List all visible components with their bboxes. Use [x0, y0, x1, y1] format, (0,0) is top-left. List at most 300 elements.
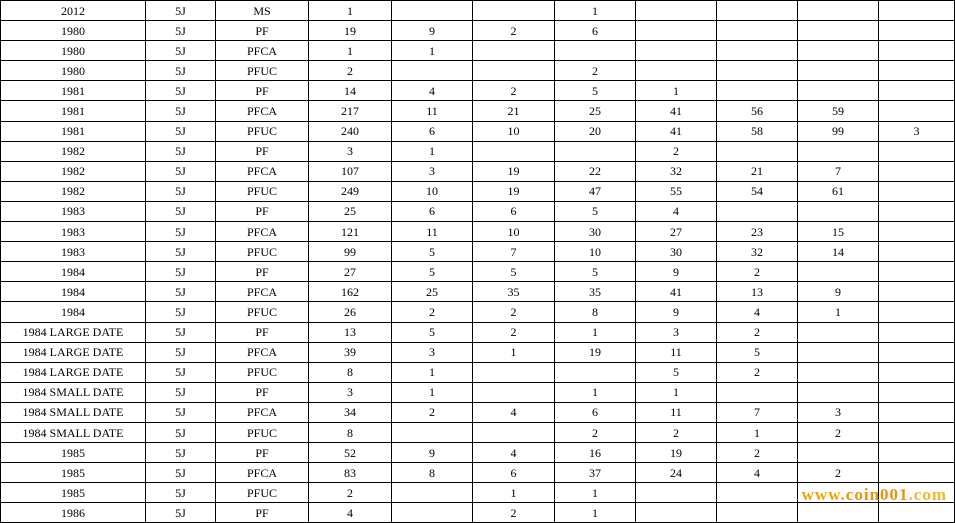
table-cell-v7	[798, 382, 879, 402]
table-row	[1, 362, 955, 382]
table-cell-v3: 6	[473, 201, 555, 221]
table-cell-v7	[798, 141, 879, 161]
table-cell-grade_service: 5J	[146, 463, 216, 483]
table-cell-v1: 14	[309, 81, 392, 101]
table-cell-v8	[879, 1, 955, 21]
table-cell-v8	[879, 242, 955, 262]
table-cell-v7: 9	[798, 282, 879, 302]
table-row	[1, 242, 955, 262]
table-cell-v1: 2	[309, 483, 392, 503]
table-cell-v1: 240	[309, 121, 392, 141]
table-cell-year: 1983	[1, 222, 146, 242]
table-cell-v2: 11	[392, 101, 473, 121]
table-cell-v3: 2	[473, 302, 555, 322]
table-cell-v6	[717, 41, 798, 61]
table-cell-v5: 9	[636, 262, 717, 282]
table-cell-v7: 14	[798, 242, 879, 262]
table-cell-v4: 1	[555, 1, 636, 21]
table-cell-v3	[473, 362, 555, 382]
table-cell-v8	[879, 181, 955, 201]
table-cell-v4: 2	[555, 422, 636, 442]
table-cell-designation: PF	[216, 201, 309, 221]
table-cell-v6: 7	[717, 402, 798, 422]
table-row	[1, 322, 955, 342]
table-cell-year: 1985	[1, 443, 146, 463]
table-cell-v1: 121	[309, 222, 392, 242]
table-cell-v8	[879, 322, 955, 342]
table-cell-v2: 4	[392, 81, 473, 101]
table-cell-v4: 2	[555, 61, 636, 81]
table-cell-v2: 1	[392, 382, 473, 402]
table-cell-v4: 5	[555, 81, 636, 101]
table-cell-year: 1980	[1, 61, 146, 81]
table-cell-v1: 99	[309, 242, 392, 262]
table-cell-v6	[717, 201, 798, 221]
table-cell-designation: PF	[216, 503, 309, 523]
table-cell-year: 1984 SMALL DATE	[1, 422, 146, 442]
table-cell-v3	[473, 382, 555, 402]
table-cell-v2: 5	[392, 322, 473, 342]
table-cell-year: 1981	[1, 121, 146, 141]
table-cell-v6: 58	[717, 121, 798, 141]
table-cell-v1: 162	[309, 282, 392, 302]
table-cell-v1: 13	[309, 322, 392, 342]
table-row	[1, 81, 955, 101]
table-cell-v5: 11	[636, 342, 717, 362]
table-cell-v6	[717, 503, 798, 523]
table-cell-v8: 3	[879, 121, 955, 141]
table-cell-v8	[879, 382, 955, 402]
table-cell-v1: 4	[309, 503, 392, 523]
table-cell-grade_service: 5J	[146, 81, 216, 101]
table-cell-v8	[879, 81, 955, 101]
table-cell-grade_service: 5J	[146, 242, 216, 262]
table-cell-v6: 23	[717, 222, 798, 242]
table-cell-designation: PFUC	[216, 362, 309, 382]
table-cell-v4: 35	[555, 282, 636, 302]
table-cell-v2: 2	[392, 402, 473, 422]
table-cell-v5	[636, 41, 717, 61]
table-cell-v4	[555, 41, 636, 61]
table-cell-designation: PF	[216, 81, 309, 101]
table-cell-v3	[473, 422, 555, 442]
table-cell-v7	[798, 483, 879, 503]
table-cell-designation: PFCA	[216, 41, 309, 61]
table-cell-v7	[798, 342, 879, 362]
table-cell-year: 1982	[1, 181, 146, 201]
table-cell-v1: 217	[309, 101, 392, 121]
table-cell-grade_service: 5J	[146, 141, 216, 161]
table-cell-v6	[717, 141, 798, 161]
table-row	[1, 503, 955, 523]
table-cell-designation: PFUC	[216, 121, 309, 141]
table-cell-v8	[879, 101, 955, 121]
table-cell-v8	[879, 222, 955, 242]
table-cell-v4: 20	[555, 121, 636, 141]
table-cell-v1: 2	[309, 61, 392, 81]
table-cell-designation: MS	[216, 1, 309, 21]
table-cell-v3: 35	[473, 282, 555, 302]
table-cell-v3: 10	[473, 222, 555, 242]
table-row	[1, 382, 955, 402]
table-cell-v6	[717, 21, 798, 41]
table-cell-designation: PF	[216, 262, 309, 282]
table-cell-v1: 107	[309, 161, 392, 181]
table-cell-v2: 5	[392, 242, 473, 262]
table-cell-v4: 30	[555, 222, 636, 242]
table-cell-year: 1984 SMALL DATE	[1, 402, 146, 422]
table-cell-v8	[879, 61, 955, 81]
table-cell-v2: 1	[392, 141, 473, 161]
table-cell-v5: 30	[636, 242, 717, 262]
table-cell-v7	[798, 443, 879, 463]
table-cell-v6	[717, 61, 798, 81]
table-cell-v6: 4	[717, 302, 798, 322]
table-cell-designation: PFCA	[216, 282, 309, 302]
table-cell-year: 1986	[1, 503, 146, 523]
watermark-prefix: www.	[801, 485, 846, 504]
table-row	[1, 161, 955, 181]
table-cell-v7	[798, 362, 879, 382]
table-cell-v2: 25	[392, 282, 473, 302]
table-cell-v5: 5	[636, 362, 717, 382]
table-cell-v2	[392, 61, 473, 81]
table-cell-grade_service: 5J	[146, 342, 216, 362]
table-cell-v7: 2	[798, 422, 879, 442]
table-row	[1, 21, 955, 41]
table-cell-v7: 99	[798, 121, 879, 141]
table-cell-designation: PFUC	[216, 61, 309, 81]
table-cell-designation: PFCA	[216, 222, 309, 242]
table-cell-v3: 5	[473, 262, 555, 282]
table-cell-grade_service: 5J	[146, 362, 216, 382]
table-cell-v4: 1	[555, 322, 636, 342]
table-cell-year: 1983	[1, 242, 146, 262]
table-cell-v7	[798, 322, 879, 342]
table-cell-v7	[798, 41, 879, 61]
table-cell-v8	[879, 463, 955, 483]
table-cell-year: 1980	[1, 21, 146, 41]
table-cell-grade_service: 5J	[146, 1, 216, 21]
table-cell-v4: 19	[555, 342, 636, 362]
table-cell-v1: 39	[309, 342, 392, 362]
table-cell-v6: 2	[717, 322, 798, 342]
table-cell-designation: PFUC	[216, 483, 309, 503]
table-cell-grade_service: 5J	[146, 422, 216, 442]
table-cell-grade_service: 5J	[146, 402, 216, 422]
table-cell-v8	[879, 141, 955, 161]
table-cell-v8	[879, 503, 955, 523]
table-cell-v4: 22	[555, 161, 636, 181]
table-cell-v5	[636, 503, 717, 523]
table-cell-v1: 25	[309, 201, 392, 221]
table-cell-v1: 27	[309, 262, 392, 282]
table-cell-designation: PFCA	[216, 101, 309, 121]
table-cell-grade_service: 5J	[146, 101, 216, 121]
table-cell-v1: 1	[309, 41, 392, 61]
table-cell-v4: 6	[555, 21, 636, 41]
table-cell-grade_service: 5J	[146, 181, 216, 201]
table-cell-year: 1984	[1, 262, 146, 282]
table-cell-v7: 1	[798, 302, 879, 322]
table-cell-v1: 83	[309, 463, 392, 483]
table-cell-v7	[798, 262, 879, 282]
table-cell-grade_service: 5J	[146, 322, 216, 342]
table-cell-v4: 1	[555, 382, 636, 402]
table-cell-v7	[798, 21, 879, 41]
table-cell-v7	[798, 503, 879, 523]
table-row	[1, 61, 955, 81]
table-row	[1, 1, 955, 21]
table-cell-v2: 3	[392, 161, 473, 181]
table-cell-v5	[636, 21, 717, 41]
table-cell-grade_service: 5J	[146, 503, 216, 523]
table-cell-v4: 25	[555, 101, 636, 121]
table-cell-v6	[717, 81, 798, 101]
table-row	[1, 422, 955, 442]
table-row	[1, 402, 955, 422]
table-cell-v8	[879, 282, 955, 302]
table-cell-v1: 3	[309, 382, 392, 402]
table-cell-grade_service: 5J	[146, 61, 216, 81]
table-cell-v2: 10	[392, 181, 473, 201]
table-cell-v2: 11	[392, 222, 473, 242]
table-cell-v5: 3	[636, 322, 717, 342]
table-cell-v7: 7	[798, 161, 879, 181]
table-cell-v6: 2	[717, 262, 798, 282]
table-cell-grade_service: 5J	[146, 382, 216, 402]
table-cell-designation: PFUC	[216, 242, 309, 262]
table-cell-year: 1984 LARGE DATE	[1, 342, 146, 362]
table-cell-v6	[717, 1, 798, 21]
table-cell-year: 1984 LARGE DATE	[1, 322, 146, 342]
table-cell-grade_service: 5J	[146, 201, 216, 221]
table-cell-v5	[636, 61, 717, 81]
table-cell-v7	[798, 81, 879, 101]
table-cell-designation: PF	[216, 382, 309, 402]
table-cell-v8	[879, 201, 955, 221]
table-cell-v1: 19	[309, 21, 392, 41]
table-cell-v2: 9	[392, 21, 473, 41]
table-cell-v4: 1	[555, 483, 636, 503]
table-cell-v3	[473, 61, 555, 81]
table-cell-v2	[392, 1, 473, 21]
table-row	[1, 41, 955, 61]
table-cell-v3	[473, 1, 555, 21]
table-cell-v3: 6	[473, 463, 555, 483]
table-cell-v3: 1	[473, 342, 555, 362]
table-cell-v7: 2	[798, 463, 879, 483]
table-cell-v5: 9	[636, 302, 717, 322]
table-cell-year: 1984 SMALL DATE	[1, 382, 146, 402]
table-cell-year: 1985	[1, 483, 146, 503]
table-cell-v4: 6	[555, 402, 636, 422]
table-cell-designation: PFCA	[216, 402, 309, 422]
table-cell-v8	[879, 402, 955, 422]
table-cell-v4: 5	[555, 201, 636, 221]
table-cell-grade_service: 5J	[146, 161, 216, 181]
table-cell-year: 1980	[1, 41, 146, 61]
table-cell-v7: 59	[798, 101, 879, 121]
table-cell-v4: 16	[555, 443, 636, 463]
table-cell-v7	[798, 1, 879, 21]
table-row	[1, 101, 955, 121]
table-cell-v3	[473, 41, 555, 61]
table-cell-v6	[717, 382, 798, 402]
table-cell-v8	[879, 422, 955, 442]
table-cell-v2: 6	[392, 121, 473, 141]
table-cell-designation: PFCA	[216, 161, 309, 181]
table-cell-v7: 15	[798, 222, 879, 242]
table-cell-v3: 4	[473, 443, 555, 463]
table-cell-year: 1984	[1, 302, 146, 322]
table-cell-v7	[798, 201, 879, 221]
table-cell-grade_service: 5J	[146, 262, 216, 282]
table-cell-v2: 1	[392, 41, 473, 61]
table-body	[1, 1, 955, 523]
table-row	[1, 141, 955, 161]
table-cell-v2: 5	[392, 262, 473, 282]
table-cell-v1: 52	[309, 443, 392, 463]
table-cell-v7: 61	[798, 181, 879, 201]
table-cell-v1: 34	[309, 402, 392, 422]
table-cell-v3: 21	[473, 101, 555, 121]
table-cell-v5	[636, 1, 717, 21]
table-cell-v3: 19	[473, 181, 555, 201]
table-cell-designation: PFCA	[216, 342, 309, 362]
table-cell-year: 2012	[1, 1, 146, 21]
table-cell-grade_service: 5J	[146, 483, 216, 503]
table-cell-v4: 5	[555, 262, 636, 282]
table-cell-v5: 19	[636, 443, 717, 463]
table-cell-v2: 3	[392, 342, 473, 362]
table-cell-v3	[473, 141, 555, 161]
table-cell-v6: 1	[717, 422, 798, 442]
table-cell-v3: 1	[473, 483, 555, 503]
table-cell-v2: 9	[392, 443, 473, 463]
watermark-domain: coin001	[845, 485, 909, 504]
table-cell-grade_service: 5J	[146, 121, 216, 141]
table-cell-designation: PF	[216, 21, 309, 41]
table-cell-designation: PF	[216, 141, 309, 161]
table-cell-v6: 2	[717, 443, 798, 463]
table-cell-year: 1985	[1, 463, 146, 483]
table-cell-v8	[879, 262, 955, 282]
table-cell-v6: 32	[717, 242, 798, 262]
table-cell-grade_service: 5J	[146, 41, 216, 61]
table-cell-v8	[879, 302, 955, 322]
table-cell-v4: 10	[555, 242, 636, 262]
table-cell-v5: 41	[636, 101, 717, 121]
table-cell-v3: 2	[473, 21, 555, 41]
table-cell-v6: 13	[717, 282, 798, 302]
table-cell-v5: 1	[636, 382, 717, 402]
table-cell-v8	[879, 443, 955, 463]
table-cell-v5: 24	[636, 463, 717, 483]
table-cell-v4: 8	[555, 302, 636, 322]
table-cell-v8	[879, 41, 955, 61]
table-cell-v7	[798, 61, 879, 81]
table-cell-v6: 21	[717, 161, 798, 181]
table-cell-designation: PFCA	[216, 463, 309, 483]
table-cell-designation: PFUC	[216, 422, 309, 442]
watermark-suffix: .com	[908, 485, 947, 504]
table-cell-v1: 1	[309, 1, 392, 21]
table-cell-grade_service: 5J	[146, 21, 216, 41]
table-cell-v5: 4	[636, 201, 717, 221]
table-cell-v3: 2	[473, 503, 555, 523]
table-cell-v5: 41	[636, 282, 717, 302]
table-cell-v2	[392, 503, 473, 523]
table-cell-v6: 2	[717, 362, 798, 382]
table-cell-v6: 56	[717, 101, 798, 121]
table-cell-v8	[879, 342, 955, 362]
table-cell-v5: 2	[636, 422, 717, 442]
table-cell-v2	[392, 422, 473, 442]
table-cell-v6	[717, 483, 798, 503]
table-row	[1, 201, 955, 221]
table-row	[1, 262, 955, 282]
table-row	[1, 181, 955, 201]
table-row	[1, 282, 955, 302]
table-cell-v3: 7	[473, 242, 555, 262]
table-cell-designation: PF	[216, 443, 309, 463]
table-cell-v1: 8	[309, 362, 392, 382]
table-cell-v4: 37	[555, 463, 636, 483]
table-cell-v7: 3	[798, 402, 879, 422]
table-cell-v2: 8	[392, 463, 473, 483]
table-cell-v5: 27	[636, 222, 717, 242]
table-cell-year: 1982	[1, 141, 146, 161]
table-cell-v6: 5	[717, 342, 798, 362]
table-cell-year: 1984 LARGE DATE	[1, 362, 146, 382]
table-cell-designation: PFUC	[216, 181, 309, 201]
table-cell-v4: 1	[555, 503, 636, 523]
table-cell-v8	[879, 362, 955, 382]
table-cell-v1: 8	[309, 422, 392, 442]
table-cell-v3: 4	[473, 402, 555, 422]
table-row	[1, 483, 955, 503]
table-cell-designation: PFUC	[216, 302, 309, 322]
table-cell-grade_service: 5J	[146, 443, 216, 463]
table-cell-v3: 10	[473, 121, 555, 141]
table-cell-v5: 1	[636, 81, 717, 101]
table-cell-v8	[879, 21, 955, 41]
table-cell-year: 1981	[1, 81, 146, 101]
table-cell-v5: 55	[636, 181, 717, 201]
table-row	[1, 463, 955, 483]
table-cell-v2: 1	[392, 362, 473, 382]
table-cell-year: 1982	[1, 161, 146, 181]
table-cell-v5: 32	[636, 161, 717, 181]
table-cell-v2: 2	[392, 302, 473, 322]
table-cell-v1: 249	[309, 181, 392, 201]
table-cell-v5	[636, 483, 717, 503]
table-cell-grade_service: 5J	[146, 282, 216, 302]
table-cell-v8	[879, 161, 955, 181]
table-cell-v5: 2	[636, 141, 717, 161]
table-row	[1, 222, 955, 242]
table-cell-v4: 47	[555, 181, 636, 201]
table-cell-v8	[879, 483, 955, 503]
table-cell-v1: 26	[309, 302, 392, 322]
table-cell-v5: 11	[636, 402, 717, 422]
table-cell-grade_service: 5J	[146, 302, 216, 322]
table-cell-v2	[392, 483, 473, 503]
table-cell-v3: 2	[473, 81, 555, 101]
table-row	[1, 121, 955, 141]
table-cell-v2: 6	[392, 201, 473, 221]
